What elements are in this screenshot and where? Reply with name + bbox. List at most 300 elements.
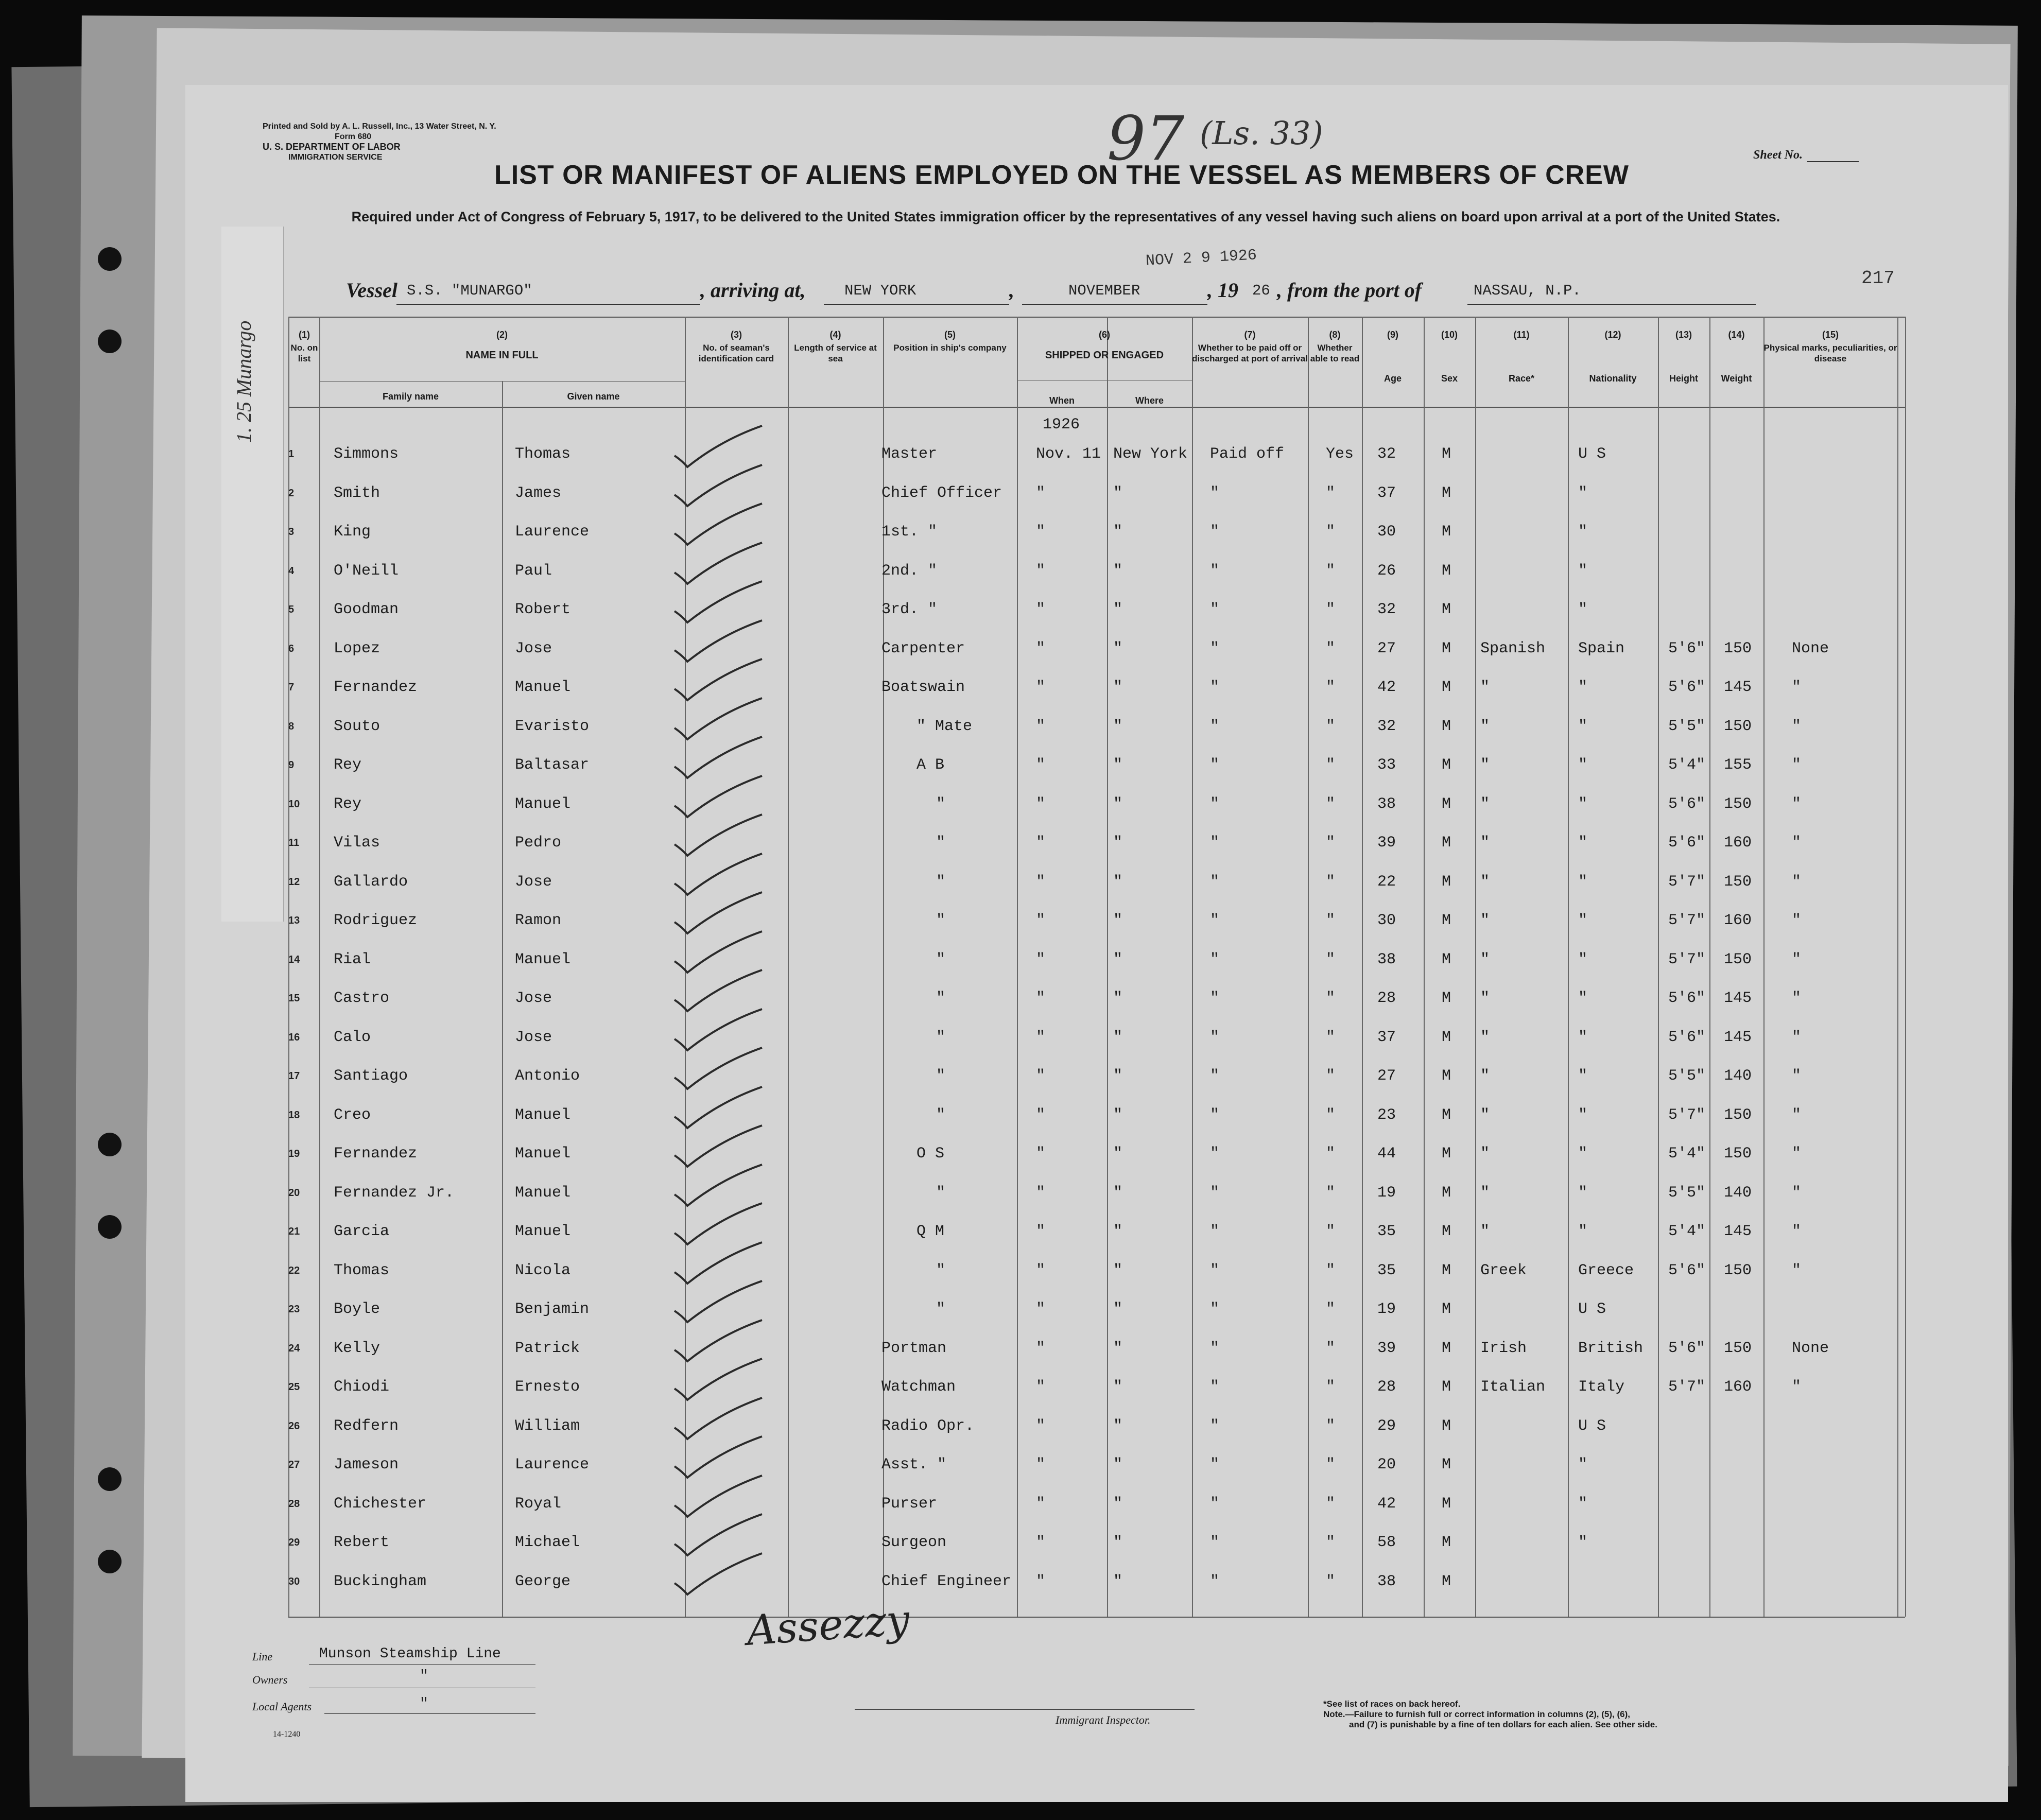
cell-race: " xyxy=(1480,1223,1490,1240)
cell-nationality: " xyxy=(1578,834,1588,852)
cell-height: 5'6" xyxy=(1668,679,1706,696)
cell-family: Simmons xyxy=(334,445,399,463)
cell-sex: M xyxy=(1442,795,1451,813)
cell-weight: 140 xyxy=(1724,1067,1752,1085)
cell-sex: M xyxy=(1442,601,1451,618)
cell-weight: 160 xyxy=(1724,834,1752,852)
cell-marks: " xyxy=(1792,1145,1802,1163)
row-number: 4 xyxy=(288,565,295,577)
column-rule xyxy=(1192,317,1193,1617)
cell-given: George xyxy=(515,1572,571,1590)
vessel-name: S.S. "MUNARGO" xyxy=(407,282,532,299)
cell-where: " xyxy=(1113,562,1123,580)
given-name-rule xyxy=(502,381,503,1617)
table-top-rule xyxy=(288,317,1905,318)
column-label-c10_label: Sex xyxy=(1441,373,1458,384)
cell-paid: " xyxy=(1210,1339,1220,1357)
column-number-c6: (6) xyxy=(1099,330,1110,340)
from-underline xyxy=(1467,304,1756,305)
cell-where: " xyxy=(1113,1378,1123,1396)
cell-marks: None xyxy=(1792,1339,1829,1357)
cell-position: Chief Officer xyxy=(881,484,1002,502)
date-stamp: NOV 2 9 1926 xyxy=(1145,247,1257,270)
cell-position: O S xyxy=(916,1145,945,1163)
row-number: 7 xyxy=(288,682,295,693)
cell-when: " xyxy=(1036,912,1046,929)
cell-family: Rey xyxy=(334,756,362,774)
cell-family: Goodman xyxy=(334,601,399,618)
cell-position: " xyxy=(936,1028,946,1046)
cell-nationality: Spain xyxy=(1578,639,1625,657)
cell-nationality: " xyxy=(1578,1067,1588,1085)
cell-age: 35 xyxy=(1377,1261,1396,1279)
column-number-c4: (4) xyxy=(829,330,841,340)
punch-hole xyxy=(98,1133,122,1156)
cell-age: 35 xyxy=(1377,1223,1396,1240)
column-rule xyxy=(1709,317,1710,1617)
cell-height: 5'4" xyxy=(1668,756,1706,774)
cell-age: 37 xyxy=(1377,484,1396,502)
cell-age: 26 xyxy=(1377,562,1396,580)
cell-when: " xyxy=(1036,1028,1046,1046)
vessel-label: Vessel xyxy=(346,279,397,302)
cell-when: " xyxy=(1036,1184,1046,1202)
cell-position: " xyxy=(936,1301,946,1318)
cell-family: Thomas xyxy=(334,1261,390,1279)
cell-position: Boatswain xyxy=(881,679,965,696)
column-rule xyxy=(1424,317,1425,1617)
column-label-c9_label: Age xyxy=(1383,373,1402,384)
owners-value: " xyxy=(420,1668,428,1684)
department: U. S. DEPARTMENT OF LABOR xyxy=(263,142,401,152)
cell-marks: " xyxy=(1792,1067,1802,1085)
cell-height: 5'6" xyxy=(1668,1028,1706,1046)
cell-height: 5'6" xyxy=(1668,1261,1706,1279)
cell-paid: " xyxy=(1210,639,1220,657)
cell-where: " xyxy=(1113,484,1123,502)
cell-where: " xyxy=(1113,1145,1123,1163)
cell-age: 30 xyxy=(1377,912,1396,929)
column-number-c5: (5) xyxy=(944,330,956,340)
cell-race: " xyxy=(1480,1067,1490,1085)
cell-nationality: " xyxy=(1578,1145,1588,1163)
owners-label: Owners xyxy=(252,1673,288,1686)
cell-where: " xyxy=(1113,1184,1123,1202)
cell-read: " xyxy=(1326,1534,1336,1551)
cell-sex: M xyxy=(1442,679,1451,696)
cell-position: " xyxy=(936,1106,946,1124)
cell-when: " xyxy=(1036,679,1046,696)
cell-sex: M xyxy=(1442,445,1451,463)
cell-read: " xyxy=(1326,679,1336,696)
cell-paid: " xyxy=(1210,834,1220,852)
cell-family: Lopez xyxy=(334,639,380,657)
cell-sex: M xyxy=(1442,756,1451,774)
cell-read: " xyxy=(1326,834,1336,852)
cell-when: " xyxy=(1036,990,1046,1007)
cell-read: " xyxy=(1326,1261,1336,1279)
cell-marks: " xyxy=(1792,717,1802,735)
row-number: 10 xyxy=(288,798,300,810)
cell-sex: M xyxy=(1442,1417,1451,1435)
cell-where: " xyxy=(1113,639,1123,657)
cell-paid: " xyxy=(1210,1572,1220,1590)
cell-nationality: Greece xyxy=(1578,1261,1634,1279)
cell-given: Manuel xyxy=(515,1145,571,1163)
cell-family: Garcia xyxy=(334,1223,390,1240)
cell-when: " xyxy=(1036,1106,1046,1124)
cell-position: " Mate xyxy=(916,717,973,735)
cell-height: 5'6" xyxy=(1668,639,1706,657)
arriving-label: , arriving at, xyxy=(700,279,806,302)
cell-age: 39 xyxy=(1377,1339,1396,1357)
cell-when: " xyxy=(1036,950,1046,968)
cell-where: " xyxy=(1113,1223,1123,1240)
cell-sex: M xyxy=(1442,1495,1451,1513)
year-prefix: , 19 xyxy=(1207,279,1238,302)
cell-family: Jameson xyxy=(334,1456,399,1474)
column-number-c14: (14) xyxy=(1728,330,1745,340)
handwritten-number: 97 xyxy=(1107,103,1185,174)
cell-sex: M xyxy=(1442,717,1451,735)
cell-sex: M xyxy=(1442,990,1451,1007)
cell-where: " xyxy=(1113,523,1123,541)
from-port-label: , from the port of xyxy=(1277,279,1422,302)
row-number: 2 xyxy=(288,487,295,499)
cell-nationality: " xyxy=(1578,717,1588,735)
printer-line: Printed and Sold by A. L. Russell, Inc., 13 Water Street, N. Y. xyxy=(263,122,496,131)
row-number: 17 xyxy=(288,1070,300,1082)
row-number: 24 xyxy=(288,1342,300,1354)
punch-hole xyxy=(98,247,122,271)
cell-age: 42 xyxy=(1377,1495,1396,1513)
cell-sex: M xyxy=(1442,1184,1451,1202)
cell-paid: " xyxy=(1210,484,1220,502)
cell-position: 2nd. " xyxy=(881,562,938,580)
cell-paid: Paid off xyxy=(1210,445,1285,463)
row-number: 16 xyxy=(288,1031,300,1043)
cell-given: Jose xyxy=(515,639,552,657)
cell-family: Chiodi xyxy=(334,1378,390,1396)
cell-given: Nicola xyxy=(515,1261,571,1279)
row-number: 3 xyxy=(288,526,295,538)
cell-position: " xyxy=(936,1184,946,1202)
row-number: 9 xyxy=(288,759,295,771)
cell-read: " xyxy=(1326,562,1336,580)
cell-weight: 150 xyxy=(1724,1145,1752,1163)
cell-sex: M xyxy=(1442,1301,1451,1318)
cell-nationality: " xyxy=(1578,1456,1588,1474)
margin-note: 1. 25 Munargo xyxy=(232,320,255,443)
cell-paid: " xyxy=(1210,1456,1220,1474)
cell-read: " xyxy=(1326,990,1336,1007)
cell-read: " xyxy=(1326,1184,1336,1202)
cell-position: " xyxy=(936,990,946,1007)
cell-position: " xyxy=(936,950,946,968)
cell-family: Boyle xyxy=(334,1301,380,1318)
cell-sex: M xyxy=(1442,1106,1451,1124)
arriving-underline xyxy=(824,304,1009,305)
cell-age: 30 xyxy=(1377,523,1396,541)
row-number: 21 xyxy=(288,1226,300,1237)
column-rule xyxy=(1568,317,1569,1617)
cell-given: Jose xyxy=(515,1028,552,1046)
cell-age: 38 xyxy=(1377,950,1396,968)
cell-position: Carpenter xyxy=(881,639,965,657)
column-rule xyxy=(1308,317,1309,1617)
cell-race: Spanish xyxy=(1480,639,1546,657)
cell-position: Portman xyxy=(881,1339,947,1357)
cell-when: " xyxy=(1036,1534,1046,1551)
cell-sex: M xyxy=(1442,1067,1451,1085)
cell-marks: " xyxy=(1792,1106,1802,1124)
cell-nationality: U S xyxy=(1578,445,1606,463)
row-number: 19 xyxy=(288,1148,300,1159)
line-underline xyxy=(309,1664,535,1665)
shipped-year: 1926 xyxy=(1043,416,1080,434)
cell-given: Ramon xyxy=(515,912,562,929)
cell-given: Manuel xyxy=(515,795,571,813)
cell-where: " xyxy=(1113,1456,1123,1474)
month-underline xyxy=(1022,304,1207,305)
cell-read: " xyxy=(1326,1417,1336,1435)
cell-when: " xyxy=(1036,639,1046,657)
column-rule xyxy=(1475,317,1476,1617)
cell-where: " xyxy=(1113,1106,1123,1124)
column-label-c11_label: Race* xyxy=(1508,373,1535,384)
cell-position: Q M xyxy=(916,1223,945,1240)
cell-read: " xyxy=(1326,1339,1336,1357)
row-number: 18 xyxy=(288,1109,300,1121)
table-bottom-rule xyxy=(288,1617,1905,1618)
cell-family: Rey xyxy=(334,795,362,813)
cell-family: Fernandez Jr. xyxy=(334,1184,455,1202)
cell-weight: 150 xyxy=(1724,873,1752,891)
cell-paid: " xyxy=(1210,1534,1220,1551)
cell-race: " xyxy=(1480,834,1490,852)
cell-race: Irish xyxy=(1480,1339,1527,1357)
inspector-line xyxy=(855,1709,1195,1710)
cell-family: Smith xyxy=(334,484,380,502)
column-label-c2: NAME IN FULL xyxy=(465,350,539,361)
cell-position: A B xyxy=(916,756,945,774)
year-suffix: 26 xyxy=(1252,282,1270,299)
cell-age: 19 xyxy=(1377,1184,1396,1202)
cell-weight: 145 xyxy=(1724,1223,1752,1240)
cell-where: " xyxy=(1113,912,1123,929)
cell-family: Santiago xyxy=(334,1067,408,1085)
cell-given: Baltasar xyxy=(515,756,590,774)
cell-when: " xyxy=(1036,1572,1046,1590)
cell-nationality: " xyxy=(1578,1184,1588,1202)
cell-read: " xyxy=(1326,717,1336,735)
cell-when: " xyxy=(1036,523,1046,541)
cell-paid: " xyxy=(1210,562,1220,580)
cell-nationality: British xyxy=(1578,1339,1644,1357)
cell-marks: " xyxy=(1792,1028,1802,1046)
table-header-rule xyxy=(288,407,1905,408)
column-rule xyxy=(1017,317,1018,1617)
cell-position: " xyxy=(936,834,946,852)
cell-family: Calo xyxy=(334,1028,371,1046)
cell-paid: " xyxy=(1210,523,1220,541)
cell-family: Redfern xyxy=(334,1417,399,1435)
cell-when: " xyxy=(1036,834,1046,852)
column-number-c8: (8) xyxy=(1329,330,1341,340)
cell-family: King xyxy=(334,523,371,541)
cell-height: 5'7" xyxy=(1668,873,1706,891)
cell-read: " xyxy=(1326,873,1336,891)
cell-given: Jose xyxy=(515,990,552,1007)
cell-nationality: " xyxy=(1578,484,1588,502)
cell-sex: M xyxy=(1442,1028,1451,1046)
cell-sex: M xyxy=(1442,1378,1451,1396)
row-number: 1 xyxy=(288,448,295,460)
column-number-c7: (7) xyxy=(1244,330,1256,340)
cell-marks: " xyxy=(1792,1223,1802,1240)
agents-label: Local Agents xyxy=(252,1700,312,1713)
cell-height: 5'7" xyxy=(1668,950,1706,968)
cell-position: " xyxy=(936,873,946,891)
cell-age: 37 xyxy=(1377,1028,1396,1046)
cell-given: Manuel xyxy=(515,1223,571,1240)
cell-where: New York xyxy=(1113,445,1188,463)
cell-given: Robert xyxy=(515,601,571,618)
cell-age: 33 xyxy=(1377,756,1396,774)
cell-age: 29 xyxy=(1377,1417,1396,1435)
cell-age: 32 xyxy=(1377,717,1396,735)
cell-given: Jose xyxy=(515,873,552,891)
column-number-c2: (2) xyxy=(496,330,508,340)
cell-marks: " xyxy=(1792,873,1802,891)
cell-sex: M xyxy=(1442,639,1451,657)
agents-value: " xyxy=(420,1696,428,1712)
column-number-c1: (1) xyxy=(299,330,310,340)
cell-marks: " xyxy=(1792,1184,1802,1202)
cell-weight: 155 xyxy=(1724,756,1752,774)
cell-given: William xyxy=(515,1417,580,1435)
row-number: 30 xyxy=(288,1575,300,1587)
cell-weight: 160 xyxy=(1724,1378,1752,1396)
cell-marks: " xyxy=(1792,1261,1802,1279)
fine-note-1: Note.—Failure to furnish full or correct information in columns (2), (5), (6), xyxy=(1323,1709,1630,1719)
cell-nationality: " xyxy=(1578,523,1588,541)
cell-where: " xyxy=(1113,990,1123,1007)
cell-paid: " xyxy=(1210,1261,1220,1279)
cell-sex: M xyxy=(1442,873,1451,891)
column-label-c1: No. on list xyxy=(290,343,318,363)
line-value: Munson Steamship Line xyxy=(319,1646,501,1662)
cell-height: 5'6" xyxy=(1668,990,1706,1007)
cell-read: " xyxy=(1326,1301,1336,1318)
cell-nationality: U S xyxy=(1578,1301,1606,1318)
column-label-c7: Whether to be paid off or discharged at port of arrival xyxy=(1192,343,1308,363)
subheader-c2_given: Given name xyxy=(567,391,620,402)
cell-given: Laurence xyxy=(515,523,590,541)
cell-weight: 150 xyxy=(1724,717,1752,735)
row-number: 12 xyxy=(288,876,300,888)
cell-given: James xyxy=(515,484,562,502)
cell-when: " xyxy=(1036,1301,1046,1318)
cell-weight: 150 xyxy=(1724,639,1752,657)
cell-weight: 140 xyxy=(1724,1184,1752,1202)
vessel-underline xyxy=(396,304,700,305)
checkmark-icon xyxy=(664,1552,772,1599)
cell-height: 5'5" xyxy=(1668,1067,1706,1085)
subheader-c2_family: Family name xyxy=(382,391,439,402)
cell-nationality: " xyxy=(1578,1534,1588,1551)
cell-age: 42 xyxy=(1377,679,1396,696)
cell-marks: " xyxy=(1792,1378,1802,1396)
cell-given: Manuel xyxy=(515,1184,571,1202)
cell-given: Thomas xyxy=(515,445,571,463)
column-label-c8: Whether able to read xyxy=(1310,343,1360,363)
cell-height: 5'7" xyxy=(1668,1378,1706,1396)
cell-weight: 150 xyxy=(1724,1106,1752,1124)
cell-race: Greek xyxy=(1480,1261,1527,1279)
cell-age: 27 xyxy=(1377,639,1396,657)
cell-nationality: " xyxy=(1578,756,1588,774)
cell-when: " xyxy=(1036,756,1046,774)
cell-when: " xyxy=(1036,562,1046,580)
cell-family: Gallardo xyxy=(334,873,408,891)
cell-nationality: Italy xyxy=(1578,1378,1625,1396)
cell-paid: " xyxy=(1210,717,1220,735)
cell-read: " xyxy=(1326,1067,1336,1085)
cell-race: " xyxy=(1480,756,1490,774)
cell-sex: M xyxy=(1442,1534,1451,1551)
cell-position: 3rd. " xyxy=(881,601,938,618)
cell-weight: 145 xyxy=(1724,990,1752,1007)
cell-nationality: " xyxy=(1578,950,1588,968)
cell-read: " xyxy=(1326,1106,1336,1124)
cell-read: " xyxy=(1326,1572,1336,1590)
cell-read: " xyxy=(1326,1495,1336,1513)
cell-when: " xyxy=(1036,795,1046,813)
cell-paid: " xyxy=(1210,1067,1220,1085)
cell-where: " xyxy=(1113,834,1123,852)
cell-marks: " xyxy=(1792,795,1802,813)
cell-family: Vilas xyxy=(334,834,380,852)
column-rule xyxy=(1763,317,1765,1617)
row-number: 26 xyxy=(288,1420,300,1432)
page-title: LIST OR MANIFEST OF ALIENS EMPLOYED ON THE VESSEL AS MEMBERS OF CREW xyxy=(494,160,1629,190)
cell-paid: " xyxy=(1210,1495,1220,1513)
cell-sex: M xyxy=(1442,523,1451,541)
cell-read: " xyxy=(1326,1456,1336,1474)
cell-given: Ernesto xyxy=(515,1378,580,1396)
cell-given: Laurence xyxy=(515,1456,590,1474)
cell-height: 5'7" xyxy=(1668,1106,1706,1124)
cell-read: " xyxy=(1326,795,1336,813)
cell-when: " xyxy=(1036,1378,1046,1396)
column-label-c5: Position in ship's company xyxy=(893,343,1007,353)
cell-family: Creo xyxy=(334,1106,371,1124)
where-rule xyxy=(1107,380,1108,1617)
cell-when: " xyxy=(1036,1067,1046,1085)
cell-age: 38 xyxy=(1377,795,1396,813)
cell-when: Nov. 11 xyxy=(1036,445,1101,463)
cell-nationality: " xyxy=(1578,601,1588,618)
cell-given: Manuel xyxy=(515,1106,571,1124)
row-number: 14 xyxy=(288,954,300,965)
column-rule xyxy=(1897,317,1898,1617)
cell-age: 44 xyxy=(1377,1145,1396,1163)
cell-race: " xyxy=(1480,950,1490,968)
cell-age: 22 xyxy=(1377,873,1396,891)
cell-where: " xyxy=(1113,756,1123,774)
sheet-number-line xyxy=(1807,161,1859,162)
